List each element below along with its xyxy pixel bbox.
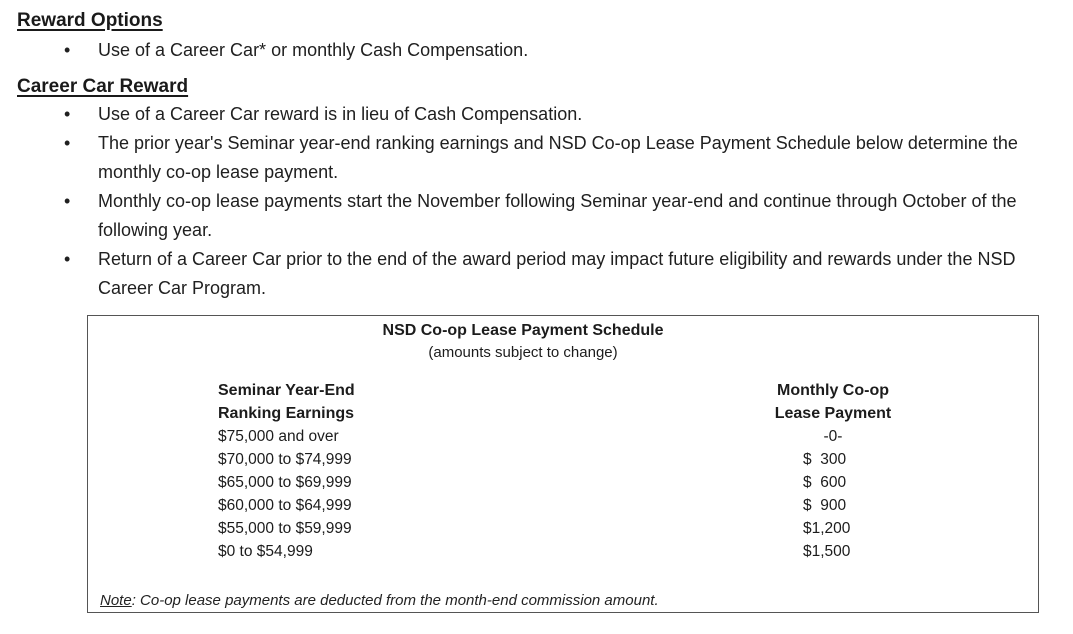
payment-cell: $ 900	[803, 497, 847, 514]
reward-options-list	[0, 36, 1038, 65]
schedule-title: NSD Co-op Lease Payment Schedule	[382, 322, 664, 339]
bullet-icon: •	[64, 191, 71, 211]
earnings-cell: $55,000 to $59,999	[218, 520, 352, 537]
list-item	[0, 100, 1038, 129]
list-item	[0, 36, 1038, 65]
career-car-reward-heading: Career Car Reward	[17, 76, 189, 97]
career-car-reward-list	[0, 100, 1038, 303]
payment-cell: $1,500	[803, 543, 851, 560]
list-item-text: Monthly co-op lease payments start the November following Seminar year-end and continue through October of the following year.	[98, 191, 1017, 240]
bullet-icon: •	[64, 249, 71, 269]
payment-header-line1: Monthly Co-op	[777, 382, 889, 399]
list-item-text: Use of a Career Car reward is in lieu of Cash Compensation.	[98, 104, 583, 124]
earnings-header-line2: Ranking Earnings	[218, 405, 355, 422]
schedule-note	[100, 592, 659, 609]
payment-cell: $ 600	[803, 474, 847, 491]
note-text: : Co-op lease payments are deducted from the month-end commission amount.	[131, 592, 659, 609]
lease-payment-schedule-box	[87, 315, 1039, 613]
list-item-text: Return of a Career Car prior to the end of the award period may impact future eligibility and rewards under the NSD Career Car Program.	[98, 249, 1016, 298]
earnings-cell: $60,000 to $64,999	[218, 497, 352, 514]
schedule-subtitle: (amounts subject to change)	[428, 344, 618, 361]
list-item-text: Use of a Career Car* or monthly Cash Compensation.	[98, 40, 529, 60]
bullet-icon: •	[64, 104, 71, 124]
earnings-column	[218, 379, 355, 563]
payment-cell: $ 300	[803, 451, 847, 468]
list-item	[0, 245, 1038, 303]
earnings-header-line1: Seminar Year-End	[218, 382, 355, 399]
list-item-text: The prior year's Seminar year-end ranking earnings and NSD Co-op Lease Payment Schedule below determine the monthly co-op lease payment.	[98, 133, 1018, 182]
list-item	[0, 129, 1038, 187]
payment-cell: -0-	[823, 428, 843, 445]
earnings-cell: $70,000 to $74,999	[218, 451, 352, 468]
note-label: Note	[100, 592, 132, 609]
earnings-cell: $65,000 to $69,999	[218, 474, 352, 491]
reward-options-heading: Reward Options	[17, 10, 163, 31]
payment-cell: $1,200	[803, 520, 851, 537]
list-item	[0, 187, 1038, 245]
earnings-cell: $75,000 and over	[218, 428, 339, 445]
bullet-icon: •	[64, 40, 71, 60]
payment-column	[753, 379, 913, 563]
earnings-cell: $0 to $54,999	[218, 543, 313, 560]
payment-header-line2: Lease Payment	[774, 405, 892, 422]
bullet-icon: •	[64, 133, 71, 153]
